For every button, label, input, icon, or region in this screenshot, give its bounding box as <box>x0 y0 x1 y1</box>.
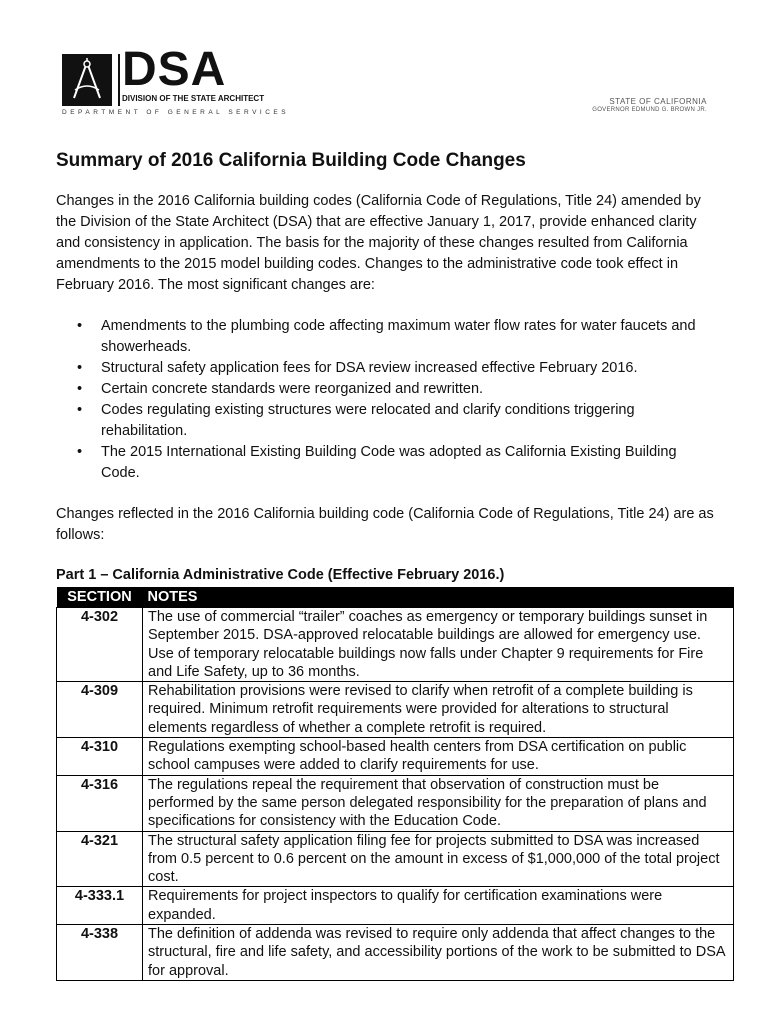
changes-intro-paragraph: Changes reflected in the 2016 California building code (California Code of Regulations, Title 24) are as follows: <box>56 506 714 543</box>
list-item-text: Codes regulating existing structures were relocated and clarify conditions triggering rehabilitation. <box>101 402 635 439</box>
list-item <box>56 358 716 379</box>
significant-changes-list <box>56 316 716 484</box>
table-row <box>57 608 734 682</box>
logo-subtitle: DIVISION OF THE STATE ARCHITECT <box>122 94 265 103</box>
document-title: Summary of 2016 California Building Code Changes <box>56 150 526 171</box>
document-header <box>62 43 707 122</box>
table-header-row <box>57 587 734 608</box>
table-row <box>57 831 734 887</box>
governor-name: GOVERNOR EDMUND G. BROWN JR. <box>592 107 707 113</box>
bullet-icon: • <box>77 444 83 460</box>
table-row <box>57 887 734 925</box>
dsa-compass-logo-icon <box>62 54 112 106</box>
notes-cell: Rehabilitation provisions were revised to clarify when retrofit of a complete building is required. Minimum retrofit requirements were provided for alterations to structural elements regardless of whether a complete retrofit is required. <box>143 682 734 738</box>
part1-heading: Part 1 – California Administrative Code (Effective February 2016.) <box>56 567 505 583</box>
table-row <box>57 682 734 738</box>
bullet-icon: • <box>77 318 83 334</box>
state-block <box>592 97 707 113</box>
column-header-notes: NOTES <box>143 587 734 608</box>
column-header-section: SECTION <box>57 587 143 608</box>
list-item <box>56 442 716 484</box>
bullet-icon: • <box>77 360 83 376</box>
section-cell: 4-310 <box>57 738 143 776</box>
notes-cell: The use of commercial “trailer” coaches as emergency or temporary buildings sunset in September 2015. DSA-approved relocatable buildings are allowed for emergency use. Use of temporary relocatable buildings now falls under Chapter 9 requirements for Fire and Life Safety, up to 36 months. <box>143 608 734 682</box>
section-cell: 4-316 <box>57 775 143 831</box>
bullet-icon: • <box>77 402 83 418</box>
bullet-icon: • <box>77 381 83 397</box>
logo-divider <box>118 54 120 106</box>
section-cell: 4-338 <box>57 925 143 981</box>
table-row <box>57 925 734 981</box>
section-cell: 4-309 <box>57 682 143 738</box>
part1-table <box>56 587 734 981</box>
table-row <box>57 775 734 831</box>
list-item-text: Amendments to the plumbing code affecting maximum water flow rates for water faucets and showerheads. <box>101 318 696 355</box>
notes-cell: Requirements for project inspectors to qualify for certification examinations were expanded. <box>143 887 734 925</box>
section-cell: 4-321 <box>57 831 143 887</box>
logo-wordmark: DSA <box>122 43 227 96</box>
table-row <box>57 738 734 776</box>
notes-cell: The regulations repeal the requirement that observation of construction must be performed by the same person delegated responsibility for the preparation of plans and specifications for consistency with the Education Code. <box>143 775 734 831</box>
list-item <box>56 400 716 442</box>
list-item <box>56 379 716 400</box>
department-name: DEPARTMENT OF GENERAL SERVICES <box>62 109 290 116</box>
list-item-text: Structural safety application fees for DSA review increased effective February 2016. <box>101 360 638 376</box>
section-cell: 4-302 <box>57 608 143 682</box>
notes-cell: The definition of addenda was revised to require only addenda that affect changes to the structural, fire and life safety, and accessibility portions of the work to be submitted to DSA for approval. <box>143 925 734 981</box>
section-cell: 4-333.1 <box>57 887 143 925</box>
list-item-text: The 2015 International Existing Building Code was adopted as California Existing Building Code. <box>101 444 677 481</box>
list-item <box>56 316 716 358</box>
notes-cell: Regulations exempting school-based health centers from DSA certification on public school campuses were added to clarify requirements for use. <box>143 738 734 776</box>
intro-paragraph: Changes in the 2016 California building codes (California Code of Regulations, Title 24) amended by the Division of the State Architect (DSA) that are effective January 1, 2017, provide enhanced clarity and consistency in application. The basis for the majority of these changes resulted from California amendments to the 2015 model building codes. Changes to the administrative code took effect in February 2016. The most significant changes are: <box>56 193 701 293</box>
state-name: STATE OF CALIFORNIA <box>609 97 707 106</box>
notes-cell: The structural safety application filing fee for projects submitted to DSA was increased from 0.5 percent to 0.6 percent on the amount in excess of $1,000,000 of the total project cost. <box>143 831 734 887</box>
list-item-text: Certain concrete standards were reorganized and rewritten. <box>101 381 484 397</box>
